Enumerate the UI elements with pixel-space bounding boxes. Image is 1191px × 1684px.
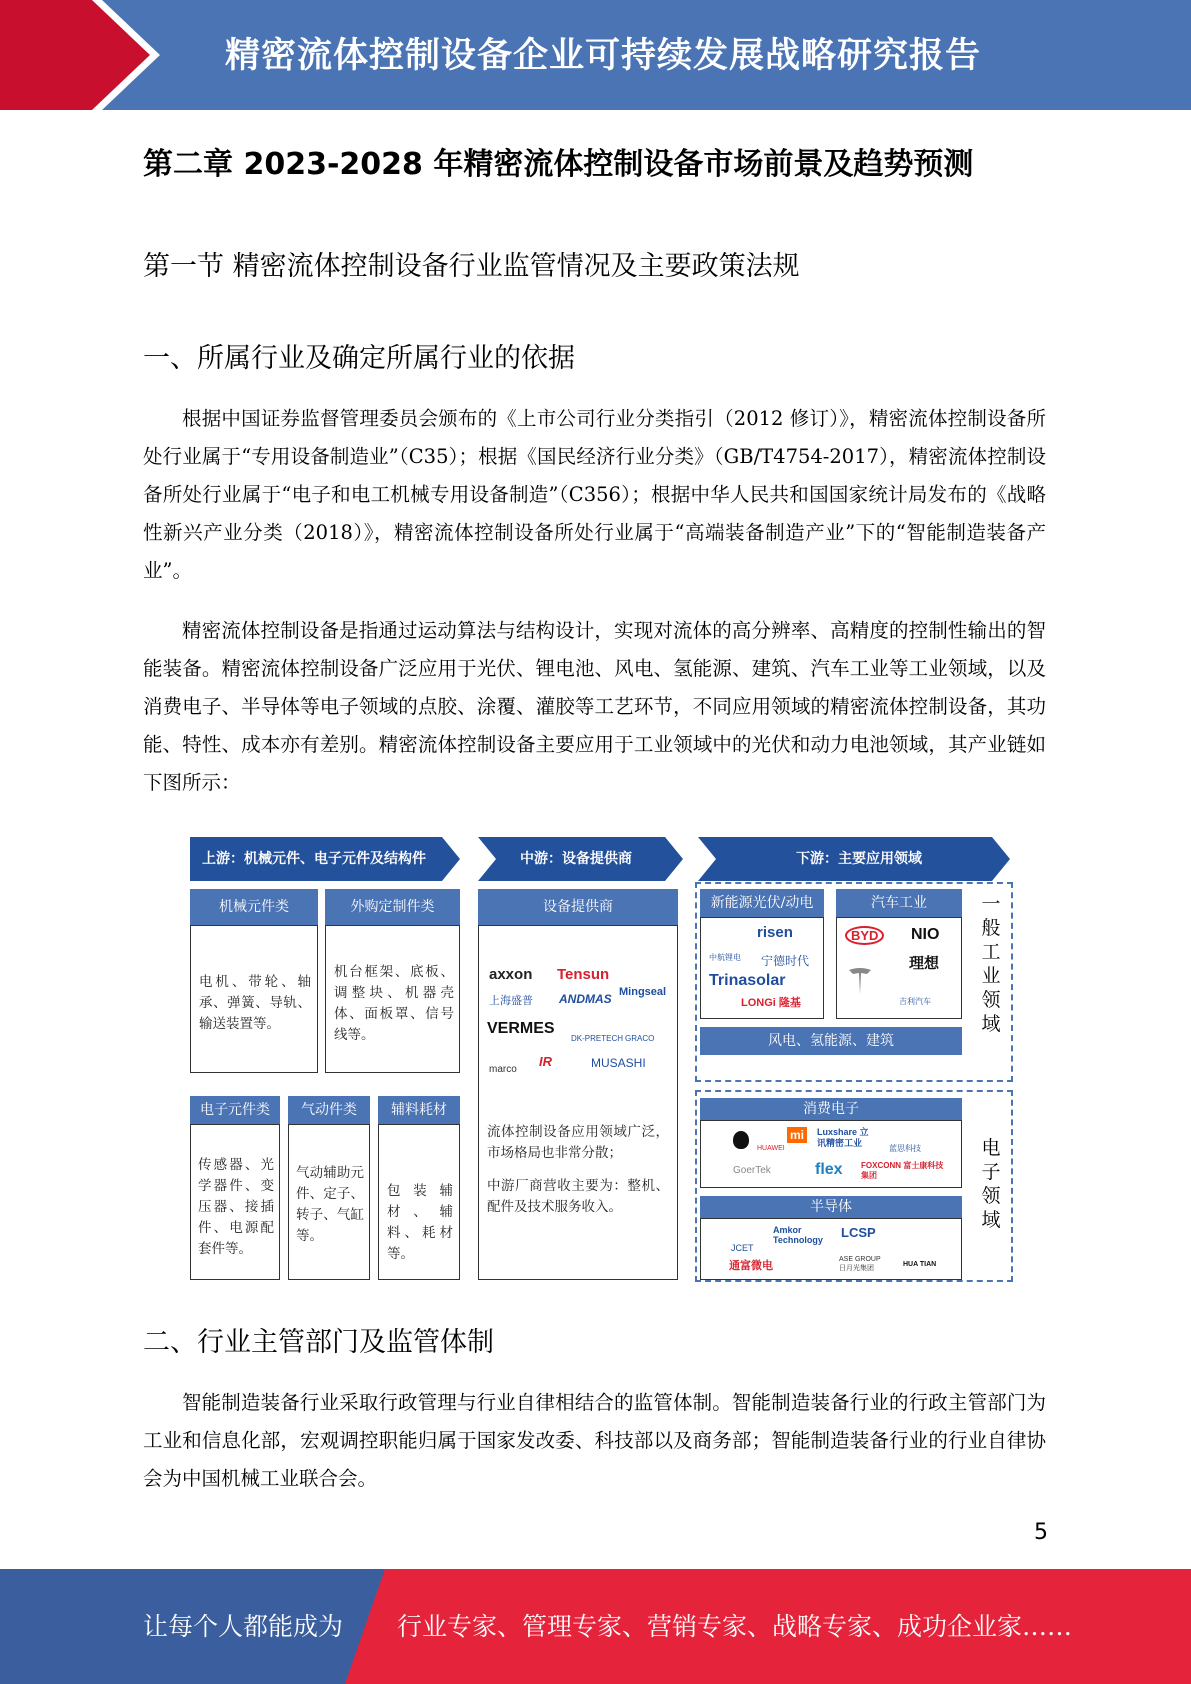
page-header bbox=[0, 0, 1191, 110]
supplier-logo-axxon: axxon bbox=[489, 966, 533, 983]
logo-ase: ASE GROUP 日月光集团 bbox=[839, 1256, 881, 1272]
electronic-box bbox=[190, 1124, 280, 1280]
auto-header: 汽车工业 bbox=[836, 889, 962, 917]
logo-cali: 中航锂电 bbox=[709, 953, 741, 962]
logo-jcet: JCET bbox=[731, 1243, 754, 1253]
semi-box bbox=[700, 1218, 962, 1280]
semi-header: 半导体 bbox=[700, 1196, 962, 1218]
aux-text: 包装辅材、辅料、耗材等。 bbox=[387, 1183, 453, 1262]
apple-icon bbox=[733, 1131, 749, 1149]
page-footer bbox=[0, 1569, 1191, 1684]
logo-risen: risen bbox=[757, 924, 793, 941]
pneumatic-box bbox=[288, 1124, 370, 1280]
supplier-text-2: 中游厂商营收主要为：整机、配件及技术服务收入。 bbox=[487, 1178, 669, 1215]
logo-nio: NIO bbox=[911, 926, 940, 943]
supplier-logo-graco: GRACO bbox=[625, 1034, 655, 1043]
logo-goertek: GoerTek bbox=[733, 1165, 771, 1176]
paragraph-2: 精密流体控制设备是指通过运动算法与结构设计，实现对流体的高分辨率、高精度的控制性输出的智能装备。精密流体控制设备广泛应用于光伏、锂电池、风电、氢能源、建筑、汽车工业等工业领域，以及消费电子、半导体等电子领域的点胶、涂覆、灌胶等工艺环节，不同应用领域的精密流体控制设备，其功能、特性、成本亦有差别。精密流体控制设备主要应用于工业领域中的光伏和动力电池领域，其产业链如下图所示： bbox=[143, 619, 1046, 794]
report-title: 精密流体控制设备企业可持续发展战略研究报告 bbox=[225, 36, 982, 76]
logo-lixiang: 理想 bbox=[909, 955, 940, 972]
section-title: 第一节 精密流体控制设备行业监管情况及主要政策法规 bbox=[143, 251, 800, 282]
electronic-label: 电子领域 bbox=[981, 1137, 1001, 1231]
midstream-arrow-label: 中游：设备提供商 bbox=[520, 851, 632, 867]
pneumatic-header: 气动件类 bbox=[288, 1096, 370, 1124]
footer-slogan-right: 行业专家、管理专家、营销专家、战略专家、成功企业家…… bbox=[397, 1612, 1073, 1641]
supplier-logo-marco: marco bbox=[489, 1064, 517, 1075]
industrial-label: 一般工业领域 bbox=[981, 893, 1001, 1035]
logo-foxconn: FOXCONN 富士康科技集团 bbox=[861, 1161, 944, 1180]
aux-box bbox=[378, 1124, 460, 1280]
electronic-header: 电子元件类 bbox=[190, 1096, 280, 1124]
auto-box bbox=[836, 917, 962, 1019]
logo-huatian: HUA TIAN bbox=[903, 1261, 937, 1268]
newenergy-box bbox=[700, 917, 824, 1019]
logo-trinasolar: Trinasolar bbox=[709, 972, 786, 989]
logo-tongfu: 通富微电 bbox=[729, 1260, 773, 1272]
industry-chain-diagram bbox=[190, 834, 1015, 1282]
upstream-arrow bbox=[190, 837, 460, 881]
consumer-header: 消费电子 bbox=[700, 1098, 962, 1120]
footer-slogan-left: 让每个人都能成为 bbox=[143, 1612, 344, 1641]
supplier-logo-tensun: Tensun bbox=[557, 966, 610, 983]
supplier-header: 设备提供商 bbox=[478, 889, 678, 925]
downstream-arrow-label: 下游：主要应用领域 bbox=[796, 851, 922, 867]
paragraph-3: 智能制造装备行业采取行政管理与行业自律相结合的监管体制。智能制造装备行业的行政主管部门为工业和信息化部，宏观调控职能归属于国家发改委、科技部以及商务部；智能制造装备行业的行业自律协会为中国机械工业联合会。 bbox=[143, 1391, 1046, 1490]
supplier-logo-dk-pretech: DK-PRETECH bbox=[571, 1034, 624, 1043]
logo-amkor: Amkor Technology bbox=[773, 1225, 823, 1245]
supplier-logo-vermes: VERMES bbox=[487, 1020, 555, 1037]
consumer-box bbox=[700, 1120, 962, 1188]
logo-mi: mi bbox=[787, 1127, 807, 1143]
upstream-arrow-label: 上游：机械元件、电子元件及结构件 bbox=[202, 851, 426, 867]
supplier-logo-musashi: MUSASHI bbox=[591, 1056, 646, 1070]
logo-catl: 宁德时代 bbox=[761, 954, 810, 968]
subsection-title-2: 二、行业主管部门及监管体制 bbox=[143, 1327, 494, 1358]
logo-longi: LONGi 隆基 bbox=[741, 997, 801, 1009]
supplier-logo-andmas: ANDMAS bbox=[559, 992, 612, 1006]
page-number: 5 bbox=[1034, 1520, 1048, 1545]
logo-geely: 吉利汽车 bbox=[899, 997, 931, 1006]
supplier-logo-ir: IR bbox=[539, 1054, 552, 1069]
outsourced-text: 机台框架、底板、调整块、机器壳体、面板罩、信号线等。 bbox=[334, 964, 454, 1043]
logo-luxshare: Luxshare 立讯精密工业 bbox=[817, 1127, 869, 1148]
paragraph-1: 根据中国证券监督管理委员会颁布的《上市公司行业分类指引（2012 修订）》，精密流体控制设备所处行业属于“专用设备制造业”（C35）；根据《国民经济行业分类》（GB/T4754-2017），精密流体控制设备所处行业属于“电子和电工机械专用设备制造”（C356）；根据中华人民共和国国家统计局发布的《战略性新兴产业分类（2018）》，精密流体控制设备所处行业属于“高端装备制造产业”下的“智能制造装备产业”。 bbox=[143, 407, 1046, 582]
logo-lcsp: LCSP bbox=[841, 1225, 876, 1240]
mech-box bbox=[190, 925, 318, 1073]
midstream-arrow bbox=[478, 837, 683, 881]
newenergy-header: 新能源光伏/动电 bbox=[700, 889, 824, 917]
logo-huawei: HUAWEI bbox=[757, 1145, 785, 1152]
outsourced-box bbox=[325, 925, 460, 1073]
wind-bar: 风电、氢能源、建筑 bbox=[700, 1027, 962, 1055]
outsourced-header: 外购定制件类 bbox=[325, 889, 460, 925]
mech-text: 电机、带轮、轴承、弹簧、导轨、输送装置等。 bbox=[199, 974, 311, 1032]
subsection-title-1: 一、所属行业及确定所属行业的依据 bbox=[143, 343, 575, 374]
chapter-title: 第二章 2023-2028 年精密流体控制设备市场前景及趋势预测 bbox=[143, 147, 974, 182]
electronic-text: 传感器、光学器件、变压器、接插件、电源配套件等。 bbox=[198, 1157, 274, 1257]
tesla-icon bbox=[847, 966, 873, 996]
supplier-logo-mingseal: Mingseal bbox=[619, 986, 667, 998]
supplier-logo-shanghai-shengpu: 上海盛普 bbox=[489, 995, 533, 1007]
supplier-box bbox=[478, 925, 678, 1280]
logo-byd: BYD bbox=[845, 926, 884, 945]
supplier-text-1: 流体控制设备应用领域广泛，市场格局也非常分散； bbox=[487, 1124, 669, 1161]
downstream-arrow bbox=[698, 837, 1010, 881]
logo-flex: flex bbox=[815, 1161, 843, 1178]
aux-header: 辅料耗材 bbox=[378, 1096, 460, 1124]
pneumatic-text: 气动辅助元件、定子、转子、气缸等。 bbox=[296, 1165, 364, 1244]
logo-lens: 蓝思科技 bbox=[889, 1144, 921, 1153]
mech-header: 机械元件类 bbox=[190, 889, 318, 925]
